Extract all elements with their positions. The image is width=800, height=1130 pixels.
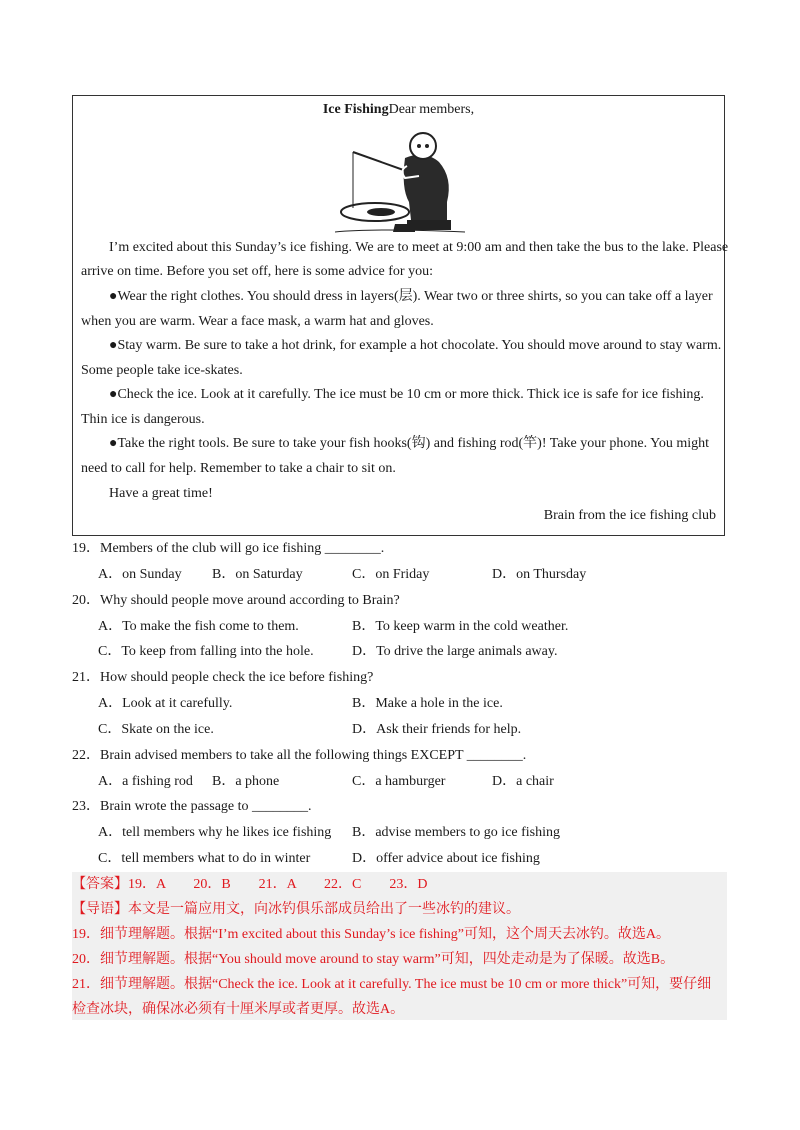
explanation-21-line-1: 21．细节理解题。根据“Check the ice. Look at it carefully. The ice must be 10 cm or more thick”可知，要仔细 [72,977,712,992]
option-c: C．To keep from falling into the hole. [98,644,314,659]
option-b: B．advise members to go ice fishing [352,825,561,840]
answer-key-label: 【答案】 [72,877,128,892]
passage-line-3: ●Wear the right clothes. You should dress in layers(层). Wear two or three shirts, so you can take off a layer [109,289,713,304]
guide-line [72,901,520,919]
question-stem: 19．Members of the club will go ice fishing ________. [72,541,385,556]
question-stem: 22．Brain advised members to take all the following things EXCEPT ________. [72,748,527,763]
option-d: D．Ask their friends for help. [352,722,522,737]
explanation-20: 20．细节理解题。根据“You should move around to stay warm”可知，四处走动是为了保暖。故选B。 [72,952,675,967]
passage-signature: Brain from the ice fishing club [543,508,716,523]
option-c: C．on Friday [352,567,430,582]
question-stem: 20．Why should people move around according to Brain? [72,593,400,608]
option-b: B．a phone [212,774,280,789]
option-d: D．offer advice about ice fishing [352,851,540,866]
passage-line-1: I’m excited about this Sunday’s ice fishing. We are to meet at 9:00 am and then take the bus to the lake. Please [109,240,729,255]
explanation-19: 19．细节理解题。根据“I’m excited about this Sunday’s ice fishing”可知，这个周天去冰钓。故选A。 [72,927,671,942]
passage-line-6: Some people take ice-skates. [81,363,243,378]
option-d: D．To drive the large animals away. [352,644,558,659]
passage-line-2: arrive on time. Before you set off, here is some advice for you: [81,264,433,279]
question-stem: 23．Brain wrote the passage to ________. [72,799,312,814]
passage-line-9: ●Take the right tools. Be sure to take your fish hooks(钩) and fishing rod(竿)! Take your phone. You might [109,436,709,451]
passage-title: Ice Fishing [322,102,389,117]
passage-line-11: Have a great time! [109,486,213,501]
option-a: A．on Sunday [98,567,182,582]
option-d: D．a chair [492,774,554,789]
explanation-21-line-2: 检查冰块，确保冰必须有十厘米厚或者更厚。故选A。 [72,1002,405,1017]
passage-title-line [73,102,724,118]
option-a: A．To make the fish come to them. [98,619,299,634]
option-a: A．Look at it carefully. [98,696,233,711]
answer-key-line [72,876,427,894]
guide-text: 本文是一篇应用文，向冰钓俱乐部成员给出了一些冰钓的建议。 [128,902,520,917]
question-stem: 21．How should people check the ice before fishing? [72,670,374,685]
option-a: A．tell members why he likes ice fishing [98,825,332,840]
passage-box [72,95,729,536]
passage-line-10: need to call for help. Remember to take a chair to sit on. [81,461,396,476]
answer-key: 19．A 20．B 21．A 22．C 23．D [128,877,428,892]
option-c: C．a hamburger [352,774,446,789]
option-d: D．on Thursday [492,567,587,582]
option-a: A．a fishing rod [98,774,193,789]
option-c: C．tell members what to do in winter [98,851,311,866]
passage-line-8: Thin ice is dangerous. [81,412,205,427]
option-b: B．on Saturday [212,567,303,582]
passage-line-4: when you are warm. Wear a face mask, a warm hat and gloves. [81,314,434,329]
guide-label: 【导语】 [72,902,128,917]
passage-line-5: ●Stay warm. Be sure to take a hot drink, for example a hot chocolate. You should move around to stay warm. [109,338,722,353]
option-b: B．To keep warm in the cold weather. [352,619,569,634]
passage-line-7: ●Check the ice. Look at it carefully. The ice must be 10 cm or more thick. Thick ice is safe for ice fishing. [109,387,704,402]
ice-fishing-illustration-icon [335,128,465,236]
option-b: B．Make a hole in the ice. [352,696,503,711]
option-c: C．Skate on the ice. [98,722,214,737]
answer-section [72,872,727,1020]
passage-greeting: Dear members, [388,102,475,117]
